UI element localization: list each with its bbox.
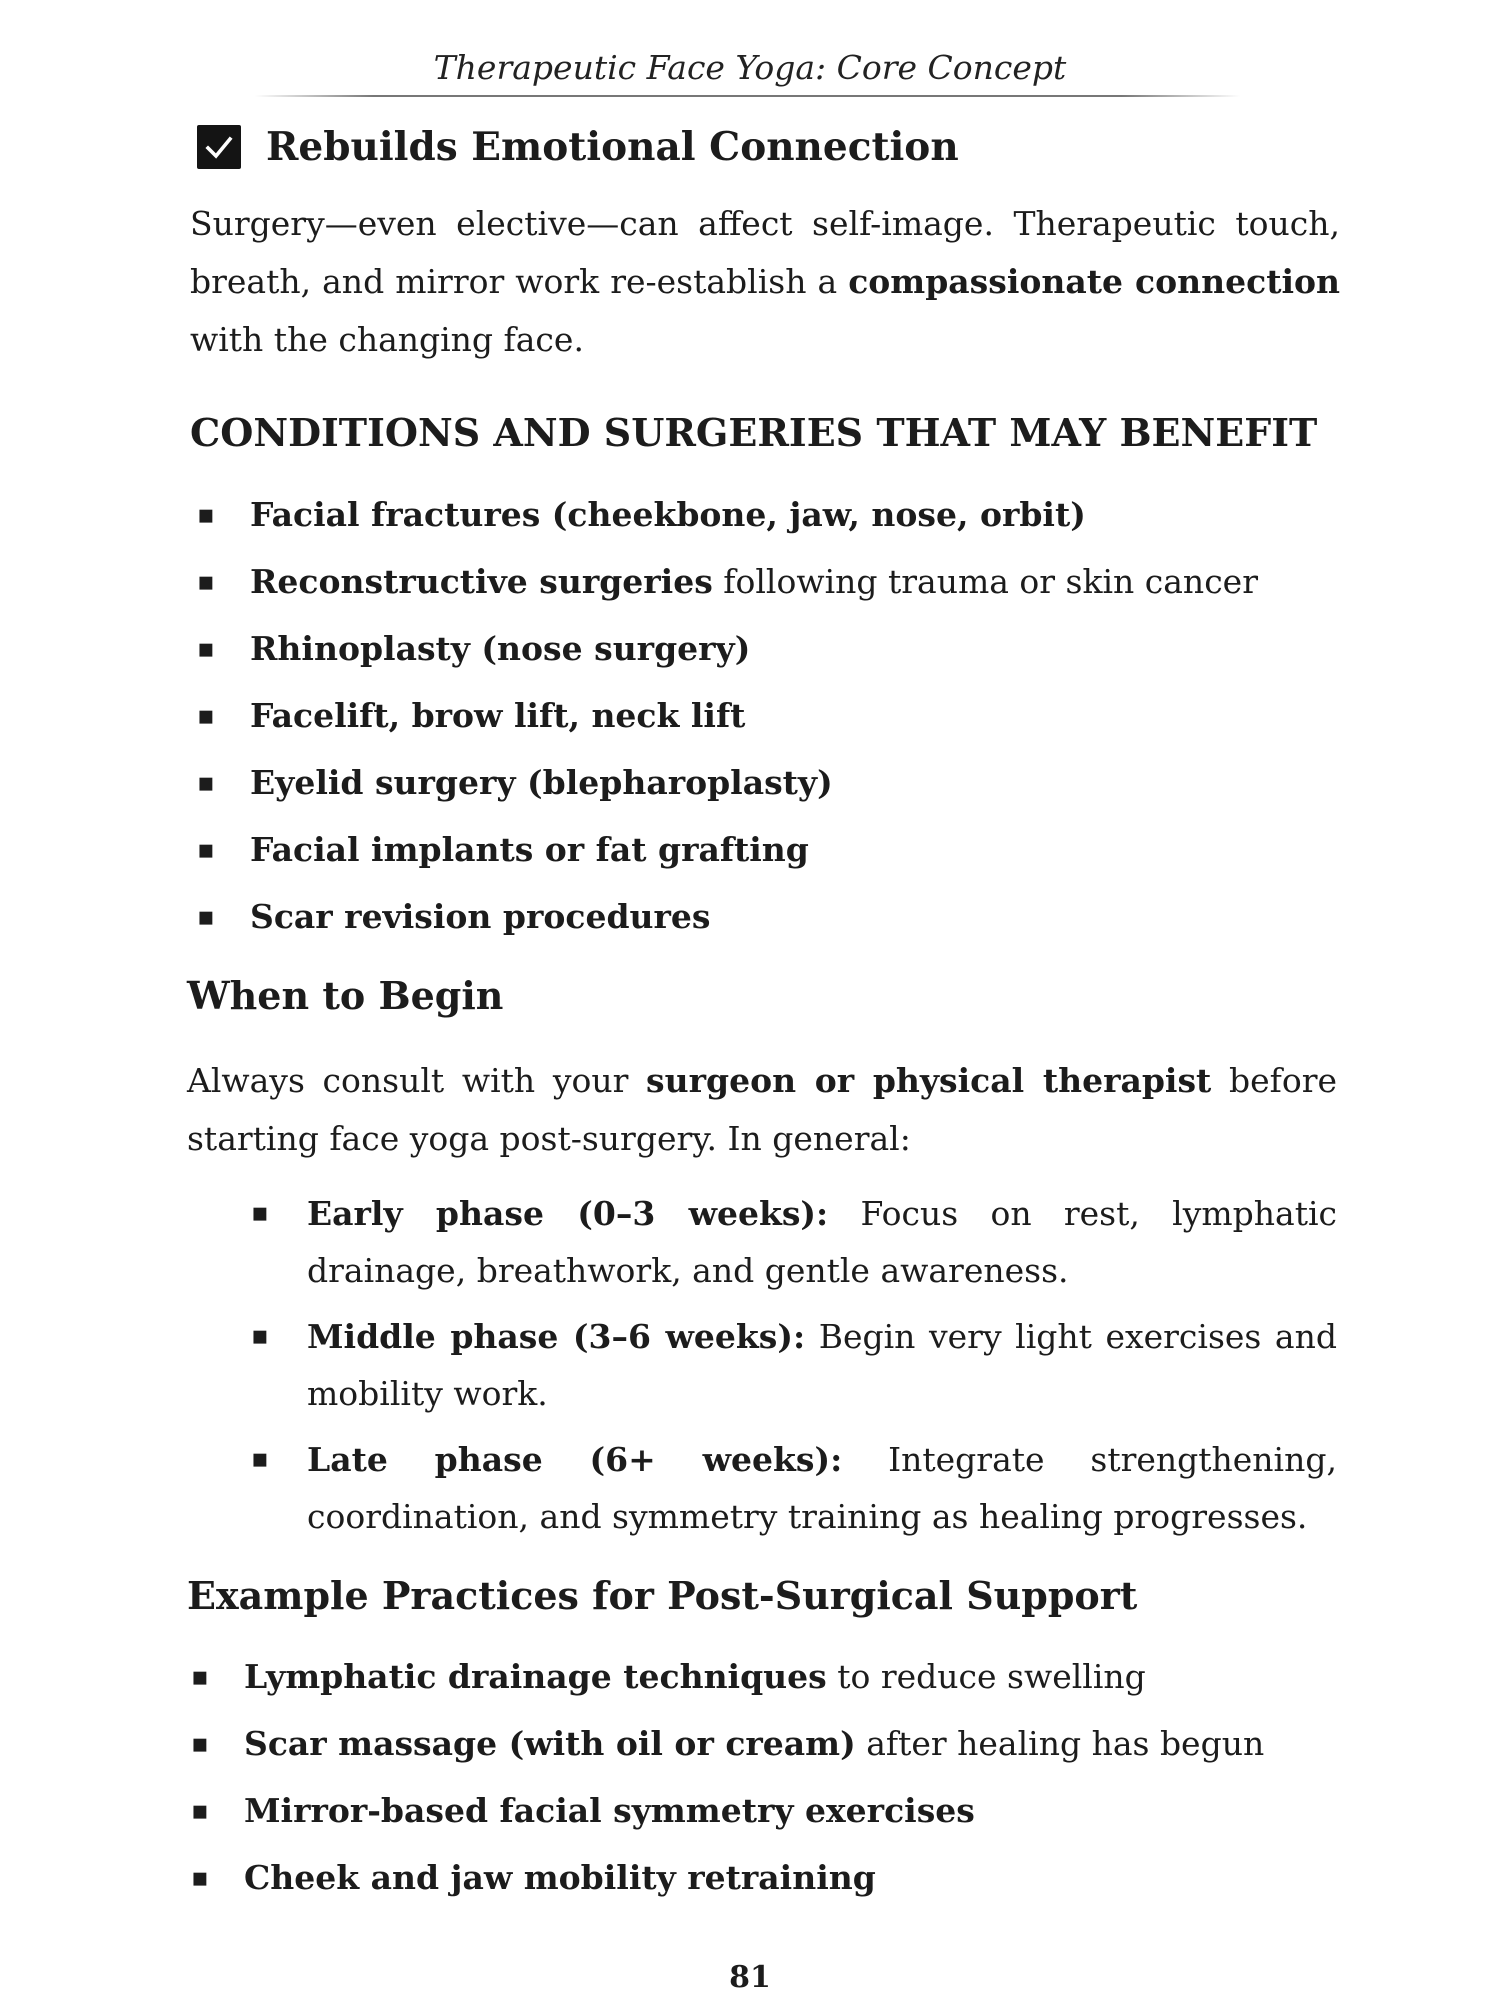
list-item: ▪ Scar revision procedures <box>250 894 1258 961</box>
bullet-icon: ▪ <box>191 1662 209 1692</box>
bullet-icon: ▪ <box>197 634 215 664</box>
list-item: ▪ Rhinoplasty (nose surgery) <box>250 626 1258 693</box>
bullet-icon: ▪ <box>197 567 215 597</box>
bullet-icon: ▪ <box>251 1321 269 1351</box>
bullet-icon: ▪ <box>251 1444 269 1474</box>
emotional-connection-paragraph: Surgery—even elective—can affect self-image. Therapeutic touch, breath, and mirror work re-establish a compassionate connection with the changing face. <box>190 204 1340 359</box>
conditions-heading: CONDITIONS AND SURGERIES THAT MAY BENEFIT <box>190 410 1318 455</box>
bullet-icon: ▪ <box>191 1796 209 1826</box>
bullet-icon: ▪ <box>197 835 215 865</box>
list-item: ▪ Scar massage (with oil or cream) after healing has begun <box>244 1721 1264 1788</box>
bullet-icon: ▪ <box>197 500 215 530</box>
bullet-icon: ▪ <box>197 768 215 798</box>
bullet-icon: ▪ <box>191 1863 209 1893</box>
bullet-icon: ▪ <box>191 1729 209 1759</box>
when-to-begin-paragraph: Always consult with your surgeon or physical therapist before starting face yoga post-surgery. In general: <box>187 1061 1338 1158</box>
list-item: ▪ Early phase (0–3 weeks): Focus on rest, lymphatic drainage, breathwork, and gentle awareness. <box>307 1185 1337 1299</box>
when-to-begin-heading: When to Begin <box>187 973 504 1018</box>
phases-list <box>251 1185 1338 1554</box>
bullet-icon: ▪ <box>197 902 215 932</box>
list-item: ▪ Late phase (6+ weeks): Integrate strengthening, coordination, and symmetry training as healing progresses. <box>307 1431 1337 1545</box>
list-item: ▪ Facial fractures (cheekbone, jaw, nose, orbit) <box>250 492 1258 559</box>
conditions-list <box>197 492 1258 961</box>
list-item: ▪ Middle phase (3–6 weeks): Begin very light exercises and mobility work. <box>307 1308 1337 1422</box>
checkbox-checked-icon <box>197 125 241 169</box>
header-rule <box>255 95 1240 97</box>
list-item: ▪ Cheek and jaw mobility retraining <box>244 1855 1264 1922</box>
list-item: ▪ Lymphatic drainage techniques to reduce swelling <box>244 1654 1264 1721</box>
example-practices-heading: Example Practices for Post-Surgical Support <box>187 1573 1138 1618</box>
list-item: ▪ Eyelid surgery (blepharoplasty) <box>250 760 1258 827</box>
page-number: 81 <box>729 1960 771 1995</box>
practices-list <box>191 1654 1265 1922</box>
list-item: ▪ Reconstructive surgeries following trauma or skin cancer <box>250 559 1258 626</box>
bullet-icon: ▪ <box>197 701 215 731</box>
running-header: Therapeutic Face Yoga: Core Concept <box>433 48 1067 87</box>
bullet-icon: ▪ <box>251 1198 269 1228</box>
list-item: ▪ Mirror-based facial symmetry exercises <box>244 1788 1264 1855</box>
emotional-connection-heading <box>197 124 959 170</box>
list-item: ▪ Facelift, brow lift, neck lift <box>250 693 1258 760</box>
emotional-connection-title: Rebuilds Emotional Connection <box>266 124 959 170</box>
list-item: ▪ Facial implants or fat grafting <box>250 827 1258 894</box>
